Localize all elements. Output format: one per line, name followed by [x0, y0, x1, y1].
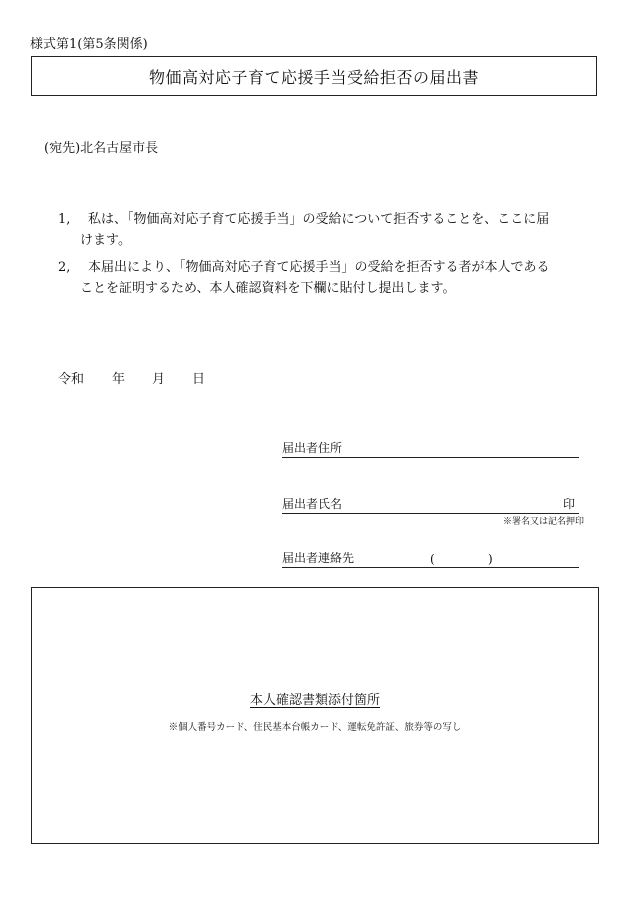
date-era: 令和 — [58, 372, 85, 387]
signature-note: ※署名又は記名押印 — [503, 517, 585, 527]
date-month[interactable]: 月 — [152, 372, 166, 387]
item-text-line: ことを証明するため、本人確認資料を下欄に貼付し提出します。 — [80, 281, 456, 296]
date-day[interactable]: 日 — [192, 372, 206, 387]
title-box — [31, 56, 597, 96]
form-number: 様式第1(第5条関係) — [30, 37, 148, 52]
attachment-title: 本人確認書類添付箇所 — [249, 693, 380, 708]
seal-mark: 印 — [562, 497, 575, 511]
date-year[interactable]: 年 — [112, 372, 126, 387]
item-number: 2, — [58, 260, 71, 275]
contact-field[interactable] — [282, 547, 579, 568]
addressee: (宛先)北名古屋市長 — [44, 141, 159, 156]
paren-close: ) — [488, 552, 493, 566]
paren-open: ( — [430, 552, 435, 566]
item-number: 1, — [58, 212, 71, 227]
item-text-line: けます。 — [80, 233, 131, 248]
address-field[interactable] — [282, 437, 579, 458]
contact-label: 届出者連絡先 — [282, 551, 355, 565]
item-text-line: 私は、「物価高対応子育て応援手当」の受給について拒否することを、ここに届 — [88, 212, 550, 227]
document-title: 物価高対応子育て応援手当受給拒否の届出書 — [148, 67, 479, 87]
name-label: 届出者氏名 — [282, 497, 343, 511]
item-text-line: 本届出により、「物価高対応子育て応援手当」の受給を拒否する者が本人である — [88, 260, 550, 275]
attachment-box[interactable] — [31, 587, 599, 844]
attachment-note: ※個人番号カード、住民基本台帳カード、運転免許証、旅券等の写し — [168, 722, 462, 733]
name-field[interactable] — [282, 493, 579, 514]
address-label: 届出者住所 — [282, 441, 343, 455]
